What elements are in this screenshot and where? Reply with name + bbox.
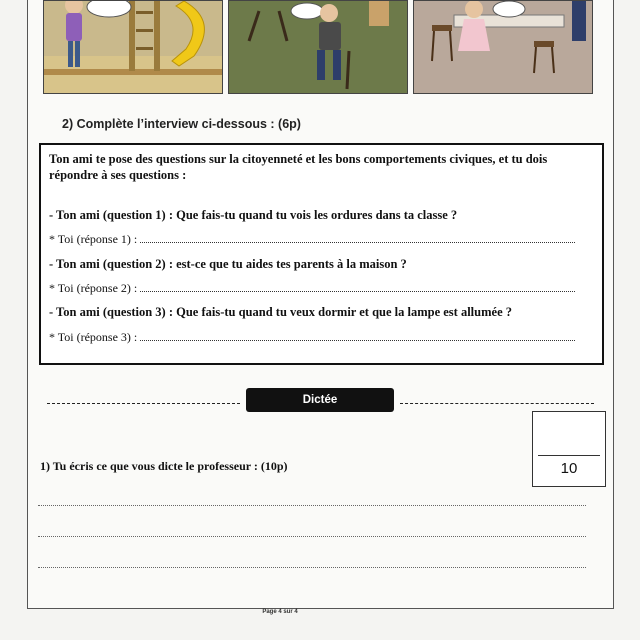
answer-2-blank[interactable] <box>140 281 575 292</box>
divider-right <box>400 403 594 404</box>
answer-1-label: * Toi (réponse 1) : <box>49 232 138 246</box>
answer-3-line[interactable] <box>49 330 575 345</box>
answer-2-label: * Toi (réponse 2) : <box>49 281 138 295</box>
interview-box <box>39 143 604 365</box>
page-footer: Page 4 sur 4 <box>262 609 298 615</box>
illustration-strip <box>43 0 591 93</box>
question-1: - Ton ami (question 1) : Que fais-tu quand tu vois les ordures dans ta classe ? <box>49 208 458 222</box>
question-3: - Ton ami (question 3) : Que fais-tu quand tu veux dormir et que la lampe est allumée ? <box>49 305 512 319</box>
divider-left <box>47 403 240 404</box>
illustration-playground <box>43 0 223 94</box>
section2-title: 2) Complète l’interview ci-dessous : (6p) <box>62 117 301 131</box>
score-box <box>532 411 606 487</box>
answer-3-label: * Toi (réponse 3) : <box>49 330 138 344</box>
score-fraction-bar <box>538 455 600 456</box>
answer-1-blank[interactable] <box>140 232 575 243</box>
score-total: 10 <box>560 460 578 477</box>
interview-intro: Ton ami te pose des questions sur la citoyenneté et les bons comportements civiques, et tu dois répondre à ses questions : <box>49 152 548 182</box>
answer-2-line[interactable] <box>49 281 575 296</box>
answer-3-blank[interactable] <box>140 330 575 341</box>
dictee-question: 1) Tu écris ce que vous dicte le professeur : (10p) <box>40 459 288 473</box>
illustration-classroom <box>228 0 408 94</box>
answer-1-line[interactable] <box>49 232 575 247</box>
writing-line-2[interactable] <box>38 536 586 537</box>
dictee-banner: Dictée <box>246 388 394 412</box>
illustration-cafe <box>413 0 593 94</box>
writing-line-1[interactable] <box>38 505 586 506</box>
question-2: - Ton ami (question 2) : est-ce que tu aides tes parents à la maison ? <box>49 257 407 271</box>
writing-line-3[interactable] <box>38 567 586 568</box>
